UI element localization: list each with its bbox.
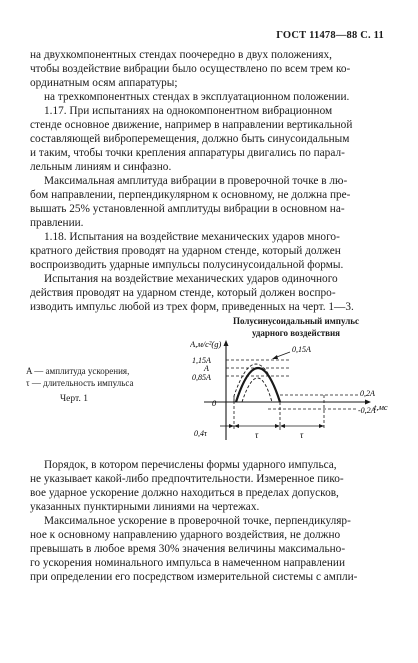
text-line: на двухкомпонентных стендах поочередно в двух положениях, <box>30 49 332 61</box>
figure-title-line2: ударного воздействия <box>251 328 341 338</box>
y-tick-0: 0 <box>212 398 217 408</box>
text-line: указанных пунктирными линиями на чертежах. <box>30 501 260 513</box>
text-line: изводить импульс любой из трех форм, приведенных на черт. 1—3. <box>30 301 354 313</box>
text-line: чтобы воздействие вибрации было осуществлено по всем трем ко- <box>30 63 351 75</box>
text-line: бом направлении, перпендикулярном к основному, не должна пре- <box>30 189 351 201</box>
text-line: действия проводят на ударном стенде, который должен воспро- <box>30 287 336 299</box>
legend-duration: τ — длительность импульса <box>26 378 134 388</box>
label-neg-02A: -0,2A <box>358 406 376 415</box>
text-line: не указывает какой-либо предпочтительности. Измеренное пико- <box>30 473 344 485</box>
text-line: кратного действия проводят на ударном стенде, который должен <box>30 245 341 257</box>
legend-amplitude: A — амплитуда ускорения, <box>26 366 130 376</box>
text-line: лельным линиям и синфазно. <box>30 161 172 173</box>
figure-caption: Черт. 1 <box>60 394 88 404</box>
text-line: го ускорения номинального импульса в намеченном направлении <box>30 557 346 569</box>
label-015A: 0,15A <box>292 345 311 354</box>
text-line: стенде основное движение, например в направлении вертикальной <box>30 119 353 131</box>
label-04tau: 0,4τ <box>194 429 207 438</box>
y-tick-A: A <box>204 364 209 373</box>
text-line: Испытания на воздействие механических ударов одиночного <box>44 273 338 285</box>
lower-tolerance-curve <box>242 378 272 402</box>
y-axis-arrow <box>224 340 229 346</box>
text-line: превышать в любое время 30% значения величины максимально- <box>30 543 346 555</box>
label-tau-1: τ <box>255 430 259 440</box>
text-line: ное к основному направлению ударного воздействия, не должно <box>30 529 341 541</box>
text-line: правлении. <box>30 217 84 229</box>
y-tick-085A: 0,85A <box>192 373 211 382</box>
text-line: на трехкомпонентных стендах в эксплуатационном положении. <box>44 91 350 103</box>
x-axis-label: t,мс <box>374 402 388 412</box>
text-line: 1.18. Испытания на воздействие механических ударов много- <box>44 231 340 243</box>
x-axis-arrow <box>365 400 371 405</box>
text-line: вышать 25% установленной амплитуды вибрации в основном на- <box>30 203 345 215</box>
figure-title-line1: Полусинусоидальный импульс <box>232 316 360 326</box>
text-line: Максимальная амплитуда вибрации в проверочной точке в лю- <box>44 175 348 187</box>
text-line: воспроизводить ударные импульсы полусинусоидальной формы. <box>30 259 344 271</box>
text-line: при определении его посредством измерительной системы с ампли- <box>30 571 358 583</box>
y-tick-115A: 1,15A <box>192 356 211 365</box>
text-line: Максимальное ускорение в проверочной точке, перпендикуляр- <box>44 515 351 527</box>
y-axis-label: A,м/с²(g) <box>190 339 222 349</box>
text-line: вое ударное ускорение должно находиться в пределах допусков, <box>30 487 339 499</box>
text-line: ординатным осям аппаратуры; <box>30 77 178 89</box>
nominal-pulse-curve <box>236 368 280 402</box>
text-line: составляющей виброперемещения, должно быть синусоидальным <box>30 133 350 145</box>
label-tau-2: τ <box>300 430 304 440</box>
half-sine-pulse-figure <box>190 338 405 444</box>
text-line: Порядок, в котором перечислены формы ударного импульса, <box>44 459 337 471</box>
label-pos-02A: 0,2A <box>360 389 375 398</box>
text-line: и таким, чтобы точки крепления аппаратуры двигались по парал- <box>30 147 345 159</box>
page-header: ГОСТ 11478—88 С. 11 <box>276 30 384 41</box>
text-line: 1.17. При испытаниях на однокомпонентном вибрационном <box>44 105 333 117</box>
